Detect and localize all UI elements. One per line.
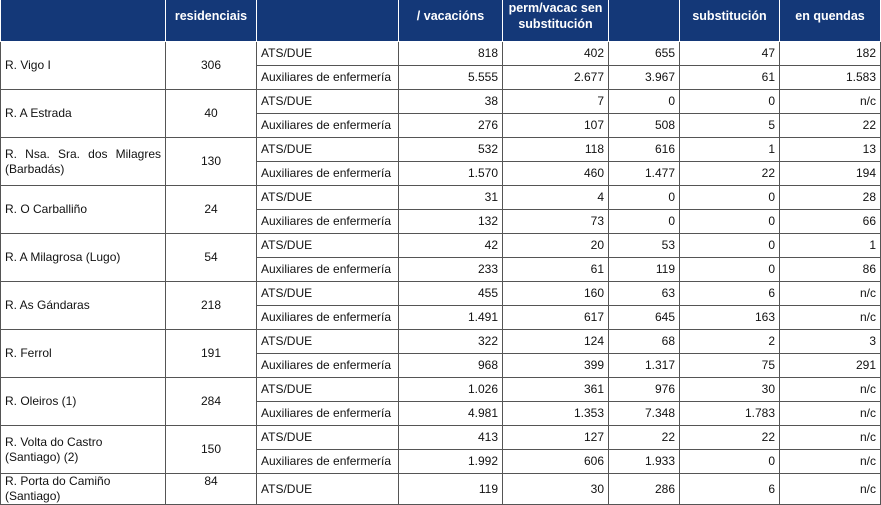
- sen-substitucion-cell: 124: [503, 330, 609, 354]
- dias-it-cell: 508: [609, 114, 680, 138]
- residence-name-cell: R. Ferrol: [1, 330, 166, 378]
- table-row: [1, 42, 881, 66]
- quendas-cell: n/c: [780, 282, 881, 306]
- table-body: [1, 42, 881, 505]
- dias-it-cell: 0: [609, 90, 680, 114]
- sen-substitucion-cell: 1.353: [503, 402, 609, 426]
- sen-substitucion-cell: 127: [503, 426, 609, 450]
- vacacions-cell: 119: [399, 474, 503, 505]
- vacacions-cell: 1.026: [399, 378, 503, 402]
- category-cell: Auxiliares de enfermería: [257, 162, 399, 186]
- places-cell: 284: [166, 378, 257, 426]
- quendas-cell: 1.583: [780, 66, 881, 90]
- sen-substitucion-cell: 617: [503, 306, 609, 330]
- header-residencia: [1, 0, 166, 42]
- residence-name-cell: R. Volta do Castro (Santiago) (2): [1, 426, 166, 474]
- category-cell: ATS/DUE: [257, 474, 399, 505]
- quendas-cell: 3: [780, 330, 881, 354]
- header-prazas: residenciais: [166, 0, 257, 42]
- dias-it-cell: 68: [609, 330, 680, 354]
- substitucion-cell: 6: [680, 474, 780, 505]
- sen-substitucion-cell: 118: [503, 138, 609, 162]
- quendas-cell: n/c: [780, 426, 881, 450]
- table-header: [1, 0, 881, 42]
- sen-substitucion-cell: 30: [503, 474, 609, 505]
- substitucion-cell: 0: [680, 234, 780, 258]
- residence-name-cell: R. A Milagrosa (Lugo): [1, 234, 166, 282]
- places-cell: 218: [166, 282, 257, 330]
- header-quendas: en quendas: [780, 0, 881, 42]
- category-cell: ATS/DUE: [257, 186, 399, 210]
- residence-name-cell: R. As Gándaras: [1, 282, 166, 330]
- sen-substitucion-cell: 160: [503, 282, 609, 306]
- quendas-cell: n/c: [780, 90, 881, 114]
- vacacions-cell: 1.570: [399, 162, 503, 186]
- category-cell: Auxiliares de enfermería: [257, 402, 399, 426]
- places-cell: 306: [166, 42, 257, 90]
- vacacions-cell: 4.981: [399, 402, 503, 426]
- vacacions-cell: 968: [399, 354, 503, 378]
- substitucion-cell: 47: [680, 42, 780, 66]
- category-cell: ATS/DUE: [257, 42, 399, 66]
- category-cell: Auxiliares de enfermería: [257, 114, 399, 138]
- residence-name-cell: R. Porta do Camiño (Santiago): [1, 474, 166, 505]
- sen-substitucion-cell: 7: [503, 90, 609, 114]
- substitucion-cell: 75: [680, 354, 780, 378]
- table-row: [1, 234, 881, 258]
- sen-substitucion-cell: 4: [503, 186, 609, 210]
- places-cell: 130: [166, 138, 257, 186]
- vacacions-cell: 532: [399, 138, 503, 162]
- category-cell: Auxiliares de enfermería: [257, 66, 399, 90]
- table-row: [1, 90, 881, 114]
- substitucion-cell: 1.783: [680, 402, 780, 426]
- table-row: [1, 282, 881, 306]
- vacacions-cell: 818: [399, 42, 503, 66]
- quendas-cell: 1: [780, 234, 881, 258]
- quendas-cell: 13: [780, 138, 881, 162]
- substitucion-cell: 1: [680, 138, 780, 162]
- substitucion-cell: 0: [680, 90, 780, 114]
- sen-substitucion-cell: 2.677: [503, 66, 609, 90]
- category-cell: Auxiliares de enfermería: [257, 258, 399, 282]
- places-cell: 191: [166, 330, 257, 378]
- quendas-cell: 86: [780, 258, 881, 282]
- table-row: [1, 474, 881, 505]
- substitucion-cell: 22: [680, 426, 780, 450]
- substitucion-cell: 0: [680, 186, 780, 210]
- quendas-cell: 182: [780, 42, 881, 66]
- table-row: [1, 378, 881, 402]
- table-row: [1, 186, 881, 210]
- header-row: [1, 0, 881, 42]
- substitucion-cell: 22: [680, 162, 780, 186]
- places-cell: 150: [166, 426, 257, 474]
- substitucion-cell: 61: [680, 66, 780, 90]
- quendas-cell: n/c: [780, 402, 881, 426]
- dias-it-cell: 3.967: [609, 66, 680, 90]
- substitucion-cell: 6: [680, 282, 780, 306]
- sen-substitucion-cell: 402: [503, 42, 609, 66]
- residence-name-cell: R. Oleiros (1): [1, 378, 166, 426]
- quendas-cell: 28: [780, 186, 881, 210]
- places-cell: 84: [166, 474, 257, 505]
- vacacions-cell: 233: [399, 258, 503, 282]
- dias-it-cell: 976: [609, 378, 680, 402]
- header-vacacions: / vacacións: [399, 0, 503, 42]
- dias-it-cell: 1.477: [609, 162, 680, 186]
- residence-name-cell: R. Nsa. Sra. dos Milagres (Barbadás): [1, 138, 166, 186]
- quendas-cell: n/c: [780, 378, 881, 402]
- dias-it-cell: 0: [609, 210, 680, 234]
- category-cell: ATS/DUE: [257, 234, 399, 258]
- dias-it-cell: 1.317: [609, 354, 680, 378]
- header-sen-substitucion: perm/vacac sen substitución: [503, 0, 609, 42]
- dias-it-cell: 63: [609, 282, 680, 306]
- category-cell: ATS/DUE: [257, 138, 399, 162]
- quendas-cell: 66: [780, 210, 881, 234]
- dias-it-cell: 1.933: [609, 450, 680, 474]
- dias-it-cell: 286: [609, 474, 680, 505]
- dias-it-cell: 22: [609, 426, 680, 450]
- substitucion-cell: 2: [680, 330, 780, 354]
- sen-substitucion-cell: 20: [503, 234, 609, 258]
- vacacions-cell: 5.555: [399, 66, 503, 90]
- quendas-cell: n/c: [780, 450, 881, 474]
- table-row: [1, 330, 881, 354]
- quendas-cell: 22: [780, 114, 881, 138]
- sen-substitucion-cell: 606: [503, 450, 609, 474]
- vacacions-cell: 455: [399, 282, 503, 306]
- vacacions-cell: 42: [399, 234, 503, 258]
- category-cell: ATS/DUE: [257, 330, 399, 354]
- header-dias-it: [609, 0, 680, 42]
- category-cell: Auxiliares de enfermería: [257, 306, 399, 330]
- category-cell: ATS/DUE: [257, 378, 399, 402]
- dias-it-cell: 7.348: [609, 402, 680, 426]
- dias-it-cell: 53: [609, 234, 680, 258]
- dias-it-cell: 616: [609, 138, 680, 162]
- vacacions-cell: 322: [399, 330, 503, 354]
- quendas-cell: 194: [780, 162, 881, 186]
- places-cell: 40: [166, 90, 257, 138]
- residence-name-cell: R. A Estrada: [1, 90, 166, 138]
- category-cell: ATS/DUE: [257, 90, 399, 114]
- category-cell: ATS/DUE: [257, 426, 399, 450]
- substitucion-cell: 5: [680, 114, 780, 138]
- vacacions-cell: 413: [399, 426, 503, 450]
- quendas-cell: n/c: [780, 474, 881, 505]
- quendas-cell: 291: [780, 354, 881, 378]
- sen-substitucion-cell: 399: [503, 354, 609, 378]
- vacacions-cell: 38: [399, 90, 503, 114]
- dias-it-cell: 0: [609, 186, 680, 210]
- quendas-cell: n/c: [780, 306, 881, 330]
- header-substitucion: substitución: [680, 0, 780, 42]
- sen-substitucion-cell: 460: [503, 162, 609, 186]
- dias-it-cell: 119: [609, 258, 680, 282]
- sen-substitucion-cell: 107: [503, 114, 609, 138]
- substitucion-cell: 0: [680, 210, 780, 234]
- dias-it-cell: 645: [609, 306, 680, 330]
- sen-substitucion-cell: 73: [503, 210, 609, 234]
- vacacions-cell: 31: [399, 186, 503, 210]
- residence-name-cell: R. Vigo I: [1, 42, 166, 90]
- vacacions-cell: 276: [399, 114, 503, 138]
- dias-it-cell: 655: [609, 42, 680, 66]
- header-categoria: [257, 0, 399, 42]
- substitucion-cell: 0: [680, 450, 780, 474]
- residence-name-cell: R. O Carballiño: [1, 186, 166, 234]
- sen-substitucion-cell: 61: [503, 258, 609, 282]
- category-cell: ATS/DUE: [257, 282, 399, 306]
- substitucion-cell: 163: [680, 306, 780, 330]
- sen-substitucion-cell: 361: [503, 378, 609, 402]
- category-cell: Auxiliares de enfermería: [257, 354, 399, 378]
- places-cell: 54: [166, 234, 257, 282]
- category-cell: Auxiliares de enfermería: [257, 450, 399, 474]
- places-cell: 24: [166, 186, 257, 234]
- category-cell: Auxiliares de enfermería: [257, 210, 399, 234]
- vacacions-cell: 1.992: [399, 450, 503, 474]
- table-row: [1, 138, 881, 162]
- table-row: [1, 426, 881, 450]
- substitucion-cell: 0: [680, 258, 780, 282]
- substitucion-cell: 30: [680, 378, 780, 402]
- vacacions-cell: 132: [399, 210, 503, 234]
- vacacions-cell: 1.491: [399, 306, 503, 330]
